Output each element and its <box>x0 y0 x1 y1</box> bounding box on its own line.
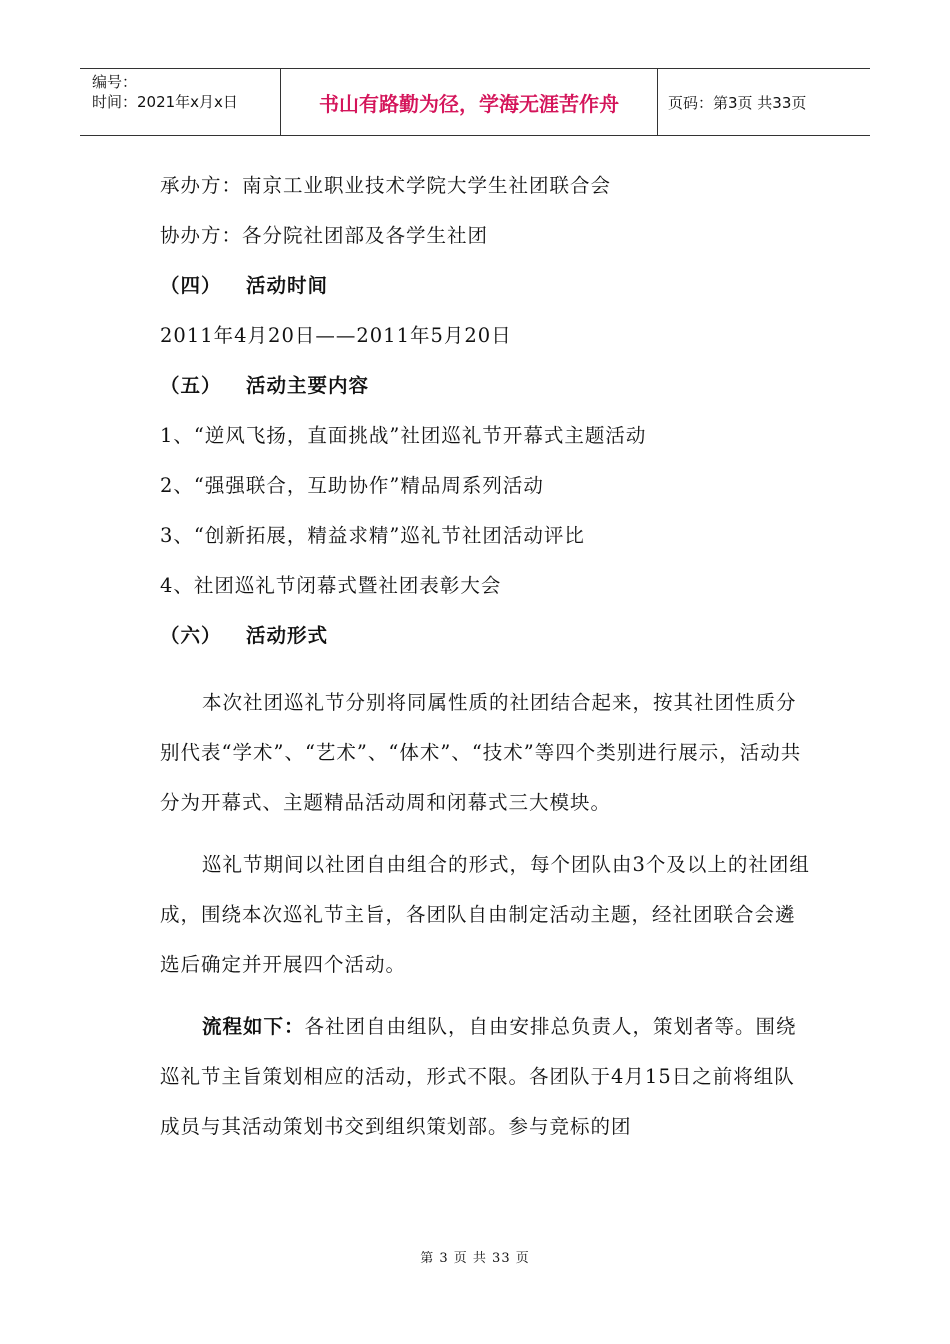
paragraph-text: 本次社团巡礼节分别将同属性质的社团结合起来，按其社团性质分别代表“学术”、“艺术”、“体术”、“技术”等四个类别进行展示，活动共分为开幕式、主题精品活动周和闭幕式三大模块。 <box>160 691 802 814</box>
page-footer: 第 3 页 共 33 页 <box>420 1251 530 1266</box>
section-number: （六） <box>160 624 222 647</box>
co-organizer-line: 协办方：各分院社团部及各学生社团 <box>160 224 489 247</box>
section-title: 活动形式 <box>246 624 329 647</box>
time-range-line: 2011年4月20日——2011年5月20日 <box>160 324 512 347</box>
section-number: （四） <box>160 274 222 297</box>
header-motto: 书山有路勤为径，学海无涯苦作舟 <box>280 69 658 135</box>
list-item: 2、“强强联合，互助协作”精品周系列活动 <box>160 474 544 497</box>
paragraph <box>160 840 810 990</box>
section-heading-6 <box>160 616 810 666</box>
time-label: 时间：2021年x月x日 <box>92 93 238 111</box>
document-header <box>80 68 870 136</box>
paragraph-text: 巡礼节期间以社团自由组合的形式，每个团队由3个及以上的社团组成，围绕本次巡礼节主旨，各团队自由制定活动主题，经社团联合会遴选后确定并开展四个活动。 <box>160 853 810 976</box>
paragraph-label: 流程如下： <box>202 1015 305 1038</box>
section-title: 活动主要内容 <box>246 374 370 397</box>
section-title: 活动时间 <box>246 274 329 297</box>
organizer-line: 承办方：南京工业职业技术学院大学生社团联合会 <box>160 174 612 197</box>
section-heading-4 <box>160 266 810 316</box>
list-item: 4、社团巡礼节闭幕式暨社团表彰大会 <box>160 574 502 597</box>
paragraph-text: 各社团自由组队，自由安排总负责人，策划者等。围绕巡礼节主旨策划相应的活动，形式不限。各团队于4月15日之前将组队成员与其活动策划书交到组织策划部。参与竞标的团 <box>160 1015 797 1138</box>
serial-label: 编号： <box>92 73 138 91</box>
section-number: （五） <box>160 374 222 397</box>
list-item: 3、“创新拓展，精益求精”巡礼节社团活动评比 <box>160 524 585 547</box>
section-heading-5 <box>160 366 810 416</box>
paragraph <box>160 678 810 828</box>
header-page-info: 页码：第3页 共33页 <box>668 93 807 112</box>
header-meta <box>80 69 280 135</box>
paragraph <box>160 1002 810 1152</box>
list-item: 1、“逆风飞扬，直面挑战”社团巡礼节开幕式主题活动 <box>160 424 647 447</box>
document-body <box>160 166 810 1162</box>
